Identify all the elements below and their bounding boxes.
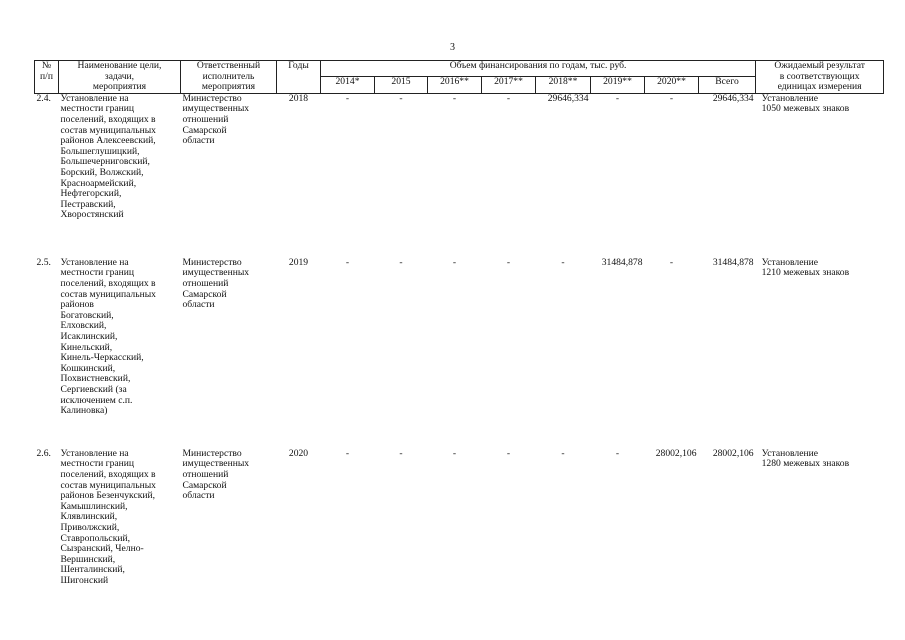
header-total: Всего bbox=[699, 77, 756, 93]
row-value-2017: - bbox=[506, 447, 511, 459]
header-year-2016: 2016** bbox=[428, 77, 482, 93]
row-num: 2.4. bbox=[36, 92, 51, 104]
row-value-2015: - bbox=[399, 256, 403, 268]
row-value-2017: - bbox=[506, 256, 511, 268]
row-value-2014: - bbox=[345, 92, 350, 104]
row-num: 2.6. bbox=[36, 447, 51, 459]
header-num: № п/п bbox=[35, 61, 59, 94]
row-value-2020: 28002,106 bbox=[655, 447, 697, 459]
header-years: Годы bbox=[277, 61, 321, 94]
row-value-2019: - bbox=[615, 92, 620, 104]
row-value-total: 31484,878 bbox=[712, 256, 754, 268]
row-value-2015: - bbox=[399, 92, 403, 104]
header-year-2015: 2015 bbox=[375, 77, 428, 93]
header-year-2018: 2018** bbox=[536, 77, 591, 93]
header-year-2019: 2019** bbox=[591, 77, 645, 93]
row-value-2016: - bbox=[452, 92, 457, 104]
page-number: 3 bbox=[450, 42, 455, 53]
row-value-2018: - bbox=[561, 447, 565, 459]
header-year-2017: 2017** bbox=[482, 77, 536, 93]
row-num: 2.5. bbox=[36, 256, 51, 268]
row-year: 2018 bbox=[288, 92, 309, 104]
row-year: 2020 bbox=[288, 447, 309, 459]
row-value-2014: - bbox=[345, 256, 350, 268]
header-name: Наименование цели, задачи, мероприятия bbox=[59, 61, 181, 94]
row-value-2019: - bbox=[615, 447, 620, 459]
header-executor: Ответственный исполнитель мероприятия bbox=[181, 61, 277, 94]
row-result: Установление 1050 межевых знаков bbox=[761, 92, 850, 115]
header-funding: Объем финансирования по годам, тыс. руб. bbox=[321, 61, 756, 77]
row-value-2020: - bbox=[669, 256, 674, 268]
header-result: Ожидаемый результат в соответствующих единицах измерения bbox=[756, 61, 884, 94]
row-value-2019: 31484,878 bbox=[601, 256, 643, 268]
header-year-2020: 2020** bbox=[645, 77, 699, 93]
row-name: Установление на местности границ поселений, входящих в состав муниципальных районов Алексеевский, Большеглушицкий, Большечерниговский, Борский, Волжский, Красноармейский, Нефтегорский, Пестравский, Хворостянский bbox=[60, 92, 156, 221]
table-row bbox=[35, 449, 884, 599]
row-value-2018: - bbox=[561, 256, 565, 268]
row-result: Установление 1280 межевых знаков bbox=[761, 447, 850, 470]
financing-table bbox=[34, 60, 884, 599]
row-executor: Министерство имущественных отношений Самарской области bbox=[182, 447, 250, 502]
row-year: 2019 bbox=[288, 256, 309, 268]
header-row bbox=[35, 61, 884, 77]
row-value-total: 28002,106 bbox=[712, 447, 754, 459]
row-value-2016: - bbox=[452, 447, 457, 459]
row-name: Установление на местности границ поселений, входящих в состав муниципальных районов Безенчукский, Камышлинский, Клявлинский, Приволжский, Ставропольский, Сызранский, Челно- Вершинский, Шенталинский, Шигонский bbox=[60, 447, 156, 586]
row-value-2017: - bbox=[506, 92, 511, 104]
header-year-2014: 2014* bbox=[321, 77, 375, 93]
row-result: Установление 1210 межевых знаков bbox=[761, 256, 850, 279]
row-value-2016: - bbox=[452, 256, 457, 268]
row-value-total: 29646,334 bbox=[712, 92, 754, 104]
row-value-2015: - bbox=[399, 447, 403, 459]
table-row bbox=[35, 258, 884, 449]
row-value-2014: - bbox=[345, 447, 350, 459]
row-name: Установление на местности границ поселений, входящих в состав муниципальных районов Богатовский, Елховский, Исаклинский, Кинельский, Кинель-Черкасский, Кошкинский, Похвистневский, Сергиевский (за исключением с.п. Калиновка) bbox=[60, 256, 156, 417]
row-value-2020: - bbox=[669, 92, 674, 104]
row-executor: Министерство имущественных отношений Самарской области bbox=[182, 256, 250, 311]
table-row bbox=[35, 93, 884, 258]
row-value-2018: 29646,334 bbox=[547, 92, 589, 104]
row-executor: Министерство имущественных отношений Самарской области bbox=[182, 92, 250, 147]
